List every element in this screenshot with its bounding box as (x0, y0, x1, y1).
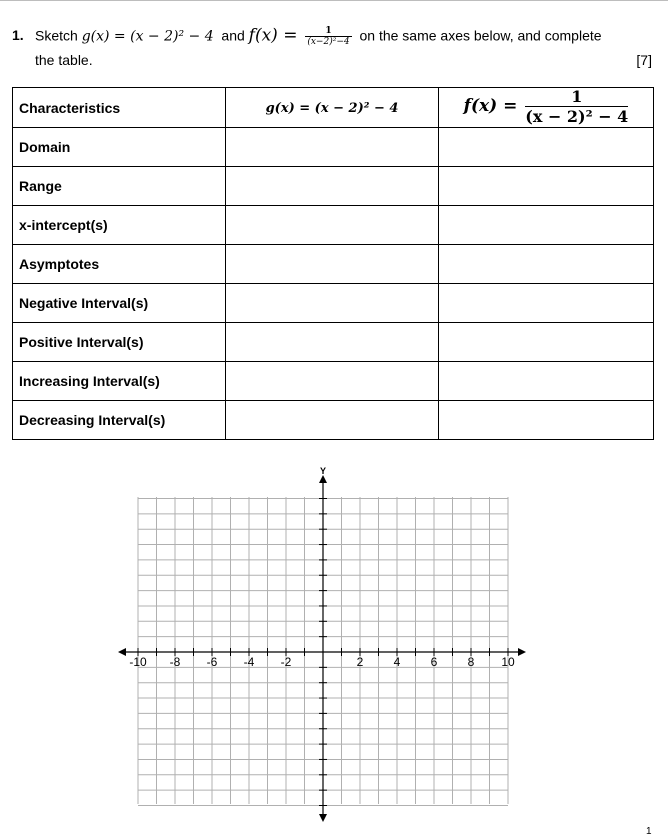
answer-cell-f[interactable] (439, 284, 654, 323)
sketch-text: Sketch (35, 27, 78, 44)
answer-cell-f[interactable] (439, 401, 654, 440)
x-tick-label: 10 (501, 655, 515, 669)
answer-cell-f[interactable] (439, 128, 654, 167)
row-label: Positive Interval(s) (13, 323, 226, 362)
row-label: Decreasing Interval(s) (13, 401, 226, 440)
arrow-left-icon (118, 648, 126, 656)
table-row (13, 167, 654, 206)
answer-cell-f[interactable] (439, 245, 654, 284)
and-text: and (221, 27, 245, 44)
header-g (226, 88, 439, 128)
table-row (13, 128, 654, 167)
header-f-lhs: f(x) = (463, 96, 518, 117)
arrow-down-icon (319, 814, 327, 822)
g-expression: g(x) = (x − 2)² − 4 (81, 28, 214, 45)
question-prompt (12, 18, 657, 73)
row-label: x-intercept(s) (13, 206, 226, 245)
x-tick-label: 6 (430, 655, 438, 669)
f-fraction (305, 26, 351, 48)
table-header-row (13, 88, 654, 128)
row-label: Asymptotes (13, 245, 226, 284)
x-tick-label: -8 (169, 655, 181, 669)
f-numerator: 1 (305, 26, 351, 37)
answer-cell-g[interactable] (226, 362, 439, 401)
instruction-text: on the same axes below, and complete (359, 27, 602, 44)
header-f-den: (x − 2)² − 4 (525, 107, 629, 126)
x-tick-label: -4 (243, 655, 255, 669)
answer-cell-g[interactable] (226, 167, 439, 206)
answer-cell-g[interactable] (226, 284, 439, 323)
question-line-2: the table. (35, 52, 93, 68)
answer-cell-f[interactable] (439, 167, 654, 206)
header-f (439, 88, 654, 128)
header-g-expr: g(x) = (x − 2)² − 4 (265, 101, 399, 116)
answer-cell-g[interactable] (226, 245, 439, 284)
page-number: 1 (646, 826, 652, 837)
header-characteristics: Characteristics (13, 88, 226, 128)
row-label: Domain (13, 128, 226, 167)
answer-cell-f[interactable] (439, 323, 654, 362)
x-tick-label: 4 (393, 655, 401, 669)
x-tick-label: -10 (129, 655, 147, 669)
question-number: 1. (12, 27, 24, 43)
table-row (13, 206, 654, 245)
table-row (13, 284, 654, 323)
row-label: Negative Interval(s) (13, 284, 226, 323)
answer-cell-f[interactable] (439, 362, 654, 401)
f-lhs: f(x) = (248, 25, 298, 46)
question-line-1 (35, 26, 602, 48)
x-tick-label: -2 (280, 655, 292, 669)
answer-cell-g[interactable] (226, 401, 439, 440)
x-tick-label: 8 (467, 655, 475, 669)
answer-cell-g[interactable] (226, 206, 439, 245)
answer-cell-g[interactable] (226, 323, 439, 362)
table-row (13, 245, 654, 284)
row-label: Increasing Interval(s) (13, 362, 226, 401)
table-row (13, 401, 654, 440)
answer-cell-g[interactable] (226, 128, 439, 167)
table-row (13, 323, 654, 362)
axes (118, 475, 526, 822)
x-tick-label: 2 (356, 655, 364, 669)
answer-cell-f[interactable] (439, 206, 654, 245)
coordinate-grid[interactable] (118, 462, 528, 832)
arrow-up-icon (319, 475, 327, 483)
top-rule (0, 0, 668, 1)
x-tick-label: -6 (206, 655, 218, 669)
header-f-fraction (525, 88, 628, 127)
y-axis-label: Y (319, 466, 327, 476)
arrow-right-icon (518, 648, 526, 656)
table-row (13, 362, 654, 401)
header-f-num: 1 (525, 88, 628, 107)
f-denominator: (x−2)²−4 (307, 37, 350, 47)
marks-label: [7] (636, 52, 652, 68)
characteristics-table (12, 87, 654, 440)
row-label: Range (13, 167, 226, 206)
